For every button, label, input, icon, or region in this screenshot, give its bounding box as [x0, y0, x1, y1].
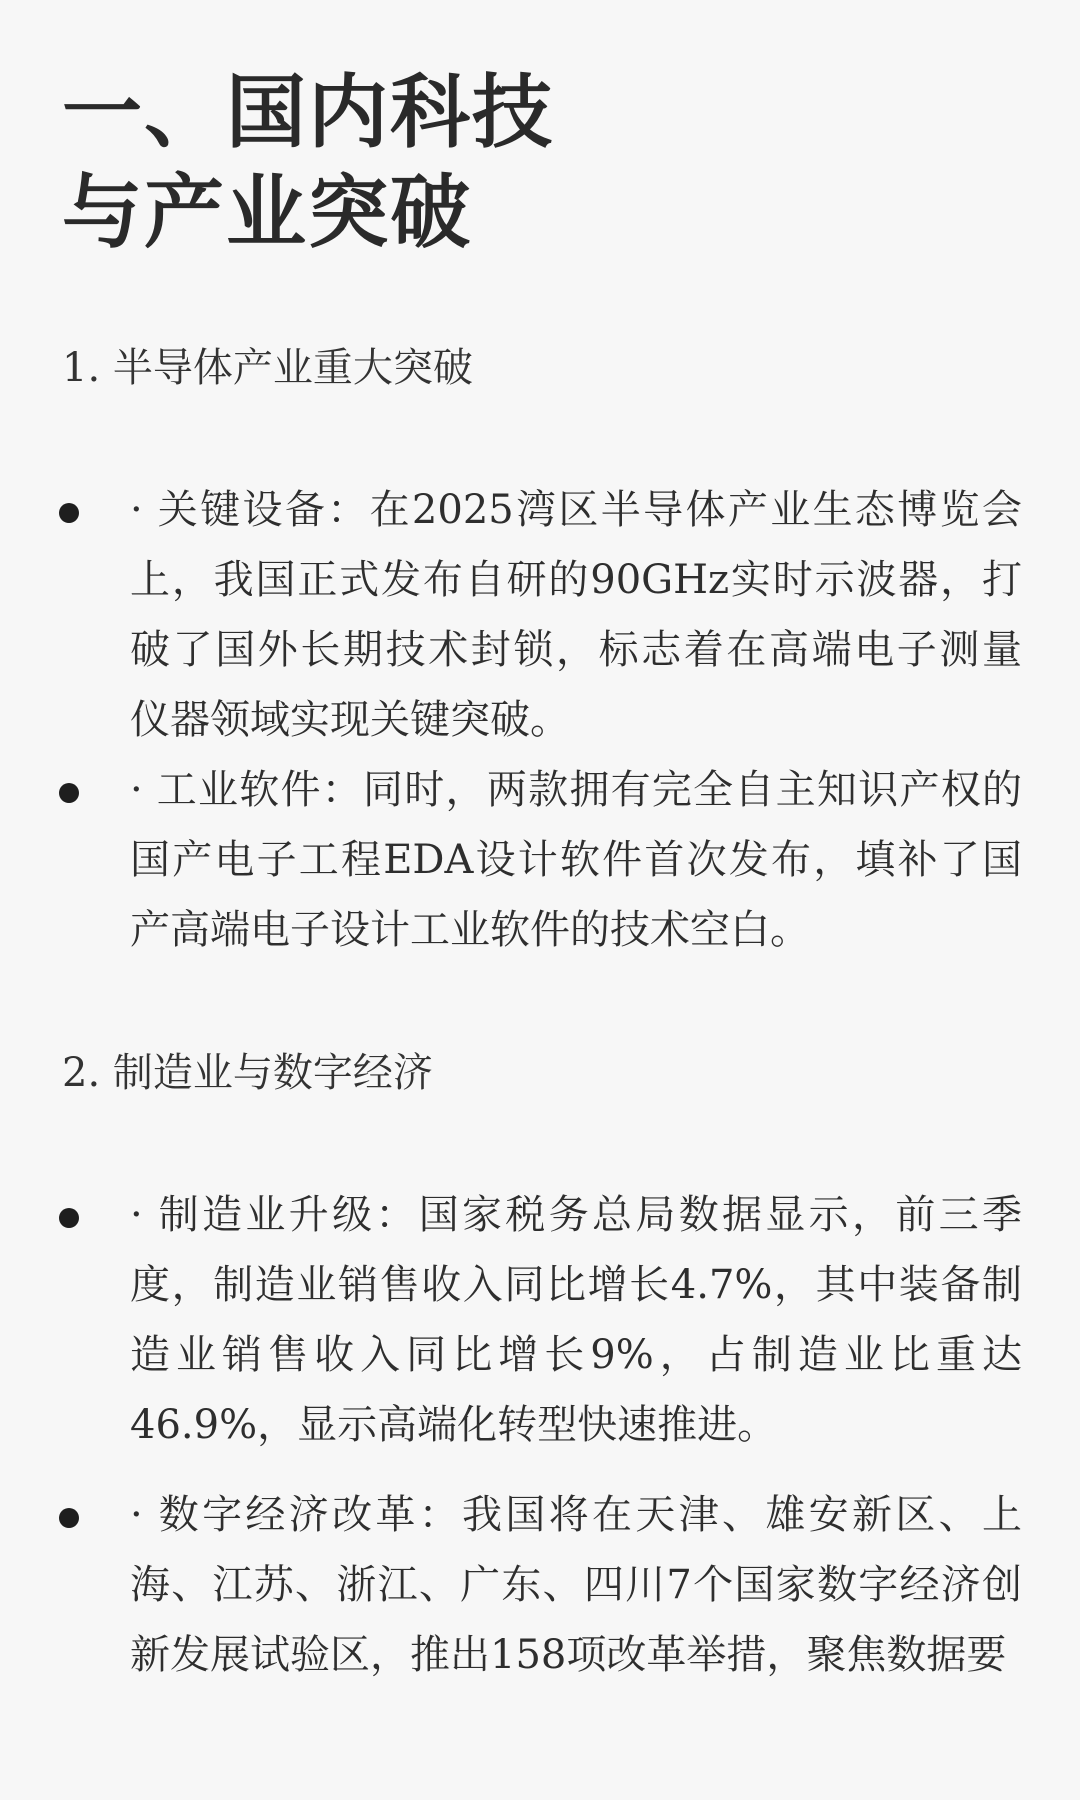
text-line: 仪器领域实现关键突破。 [130, 697, 570, 743]
text-line: 造业销售收入同比增长9%，占制造业比重达 [130, 1332, 1022, 1378]
bullet-icon [59, 783, 79, 803]
bullet-icon [59, 1508, 79, 1528]
list-item-text [130, 1180, 1022, 1460]
text-line: 破了国外长期技术封锁，标志着在高端电子测量 [130, 627, 1022, 673]
text-line: 海、江苏、浙江、广东、四川7个国家数字经济创 [130, 1562, 1022, 1608]
text-line: 46.9%，显示高端化转型快速推进。 [130, 1402, 778, 1448]
bullet-icon [59, 1208, 79, 1228]
text-line: 上，我国正式发布自研的90GHz实时示波器，打 [130, 557, 1022, 603]
text-line: 新发展试验区，推出158项改革举措，聚焦数据要 [130, 1632, 1007, 1678]
bullet-icon [59, 503, 79, 523]
text-line: · 关键设备：在2025湾区半导体产业生态博览会 [130, 487, 1022, 533]
list-item-text [130, 1480, 1022, 1690]
section-title-manufacturing: 2. 制造业与数字经济 [62, 1050, 433, 1096]
text-line: 度，制造业销售收入同比增长4.7%，其中装备制 [130, 1262, 1022, 1308]
page-title [62, 62, 554, 262]
list-item-text [130, 755, 1022, 965]
text-line: · 制造业升级：国家税务总局数据显示，前三季 [130, 1192, 1022, 1238]
page-title-line-2: 与产业突破 [62, 165, 472, 259]
text-line: 国产电子工程EDA设计软件首次发布，填补了国 [130, 837, 1022, 883]
text-line: · 数字经济改革：我国将在天津、雄安新区、上 [130, 1492, 1022, 1538]
section-title-semiconductor: 1. 半导体产业重大突破 [62, 345, 473, 391]
page-title-line-1: 一、国内科技 [62, 65, 554, 159]
text-line: 产高端电子设计工业软件的技术空白。 [130, 907, 810, 953]
list-item-text [130, 475, 1022, 755]
text-line: · 工业软件：同时，两款拥有完全自主知识产权的 [130, 767, 1022, 813]
